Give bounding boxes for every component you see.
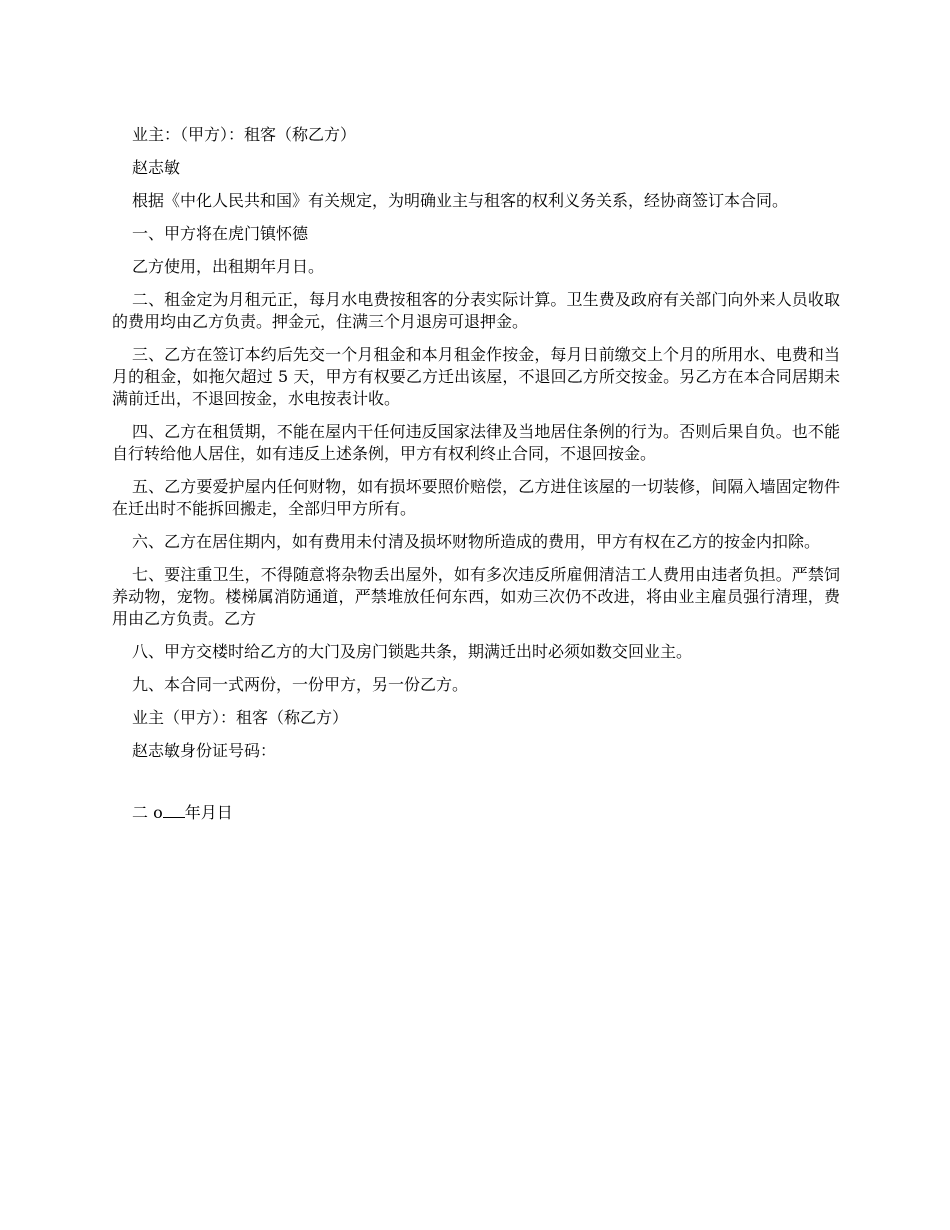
clause-1-location: 一、甲方将在虎门镇怀德	[132, 224, 309, 243]
date-line	[112, 802, 840, 824]
clause-4-conduct: 四、乙方在租赁期，不能在屋内干任何违反国家法律及当地居住条例的行为。否则后果自负。也不能自行转给他人居住，如有违反上述条例，甲方有权利终止合同，不退回按金。	[112, 422, 840, 463]
clause-3-deposit: 三、乙方在签订本约后先交一个月租金和本月租金作按金，每月日前缴交上个月的所用水、电费和当月的租金，如拖欠超过 5 天，甲方有权要乙方迁出该屋，不退回乙方所交按金。另乙方在本合同居期未满前迁出，不退回按金，水电按表计收。	[112, 345, 840, 408]
date-prefix: 二 o	[132, 803, 163, 822]
clause-6-deductions: 六、乙方在居住期内，如有费用未付清及损坏财物所造成的费用，甲方有权在乙方的按金内扣除。	[132, 532, 821, 551]
clause-8-keys: 八、甲方交楼时给乙方的大门及房门锁匙共条，期满迁出时必须如数交回业主。	[132, 642, 693, 661]
clause-2-rent: 二、租金定为月租元正，每月水电费按租客的分表实际计算。卫生费及政府有关部门向外来人员收取的费用均由乙方负责。押金元，住满三个月退房可退押金。	[112, 290, 840, 331]
signature-parties: 业主（甲方）：租客（称乙方）	[132, 708, 349, 727]
parties-header: 业主：（甲方）：租客（称乙方）	[132, 125, 357, 144]
date-blank	[163, 803, 185, 818]
preamble-paragraph: 根据《中化人民共和国》有关规定，为明确业主与租客的权利义务关系，经协商签订本合同。	[132, 191, 789, 210]
clause-5-property: 五、乙方要爱护屋内任何财物，如有损坏要照价赔偿，乙方进住该屋的一切装修，间隔入墙固定物件在迁出时不能拆回搬走，全部归甲方所有。	[112, 477, 840, 518]
document-body	[112, 124, 840, 835]
landlord-name: 赵志敏	[132, 158, 181, 177]
clause-9-copies: 九、本合同一式两份，一份甲方，另一份乙方。	[132, 675, 469, 694]
clause-1-term: 乙方使用，出租期年月日。	[132, 257, 325, 276]
id-number-line: 赵志敏身份证号码：	[132, 741, 277, 760]
date-suffix: 年月日	[184, 803, 233, 822]
clause-7-hygiene: 七、要注重卫生，不得随意将杂物丢出屋外，如有多次违反所雇佣清洁工人费用由违者负担。严禁饲养动物，宠物。楼梯属消防通道，严禁堆放任何东西，如劝三次仍不改进，将由业主雇员强行清理，费用由乙方负责。乙方	[112, 565, 840, 628]
